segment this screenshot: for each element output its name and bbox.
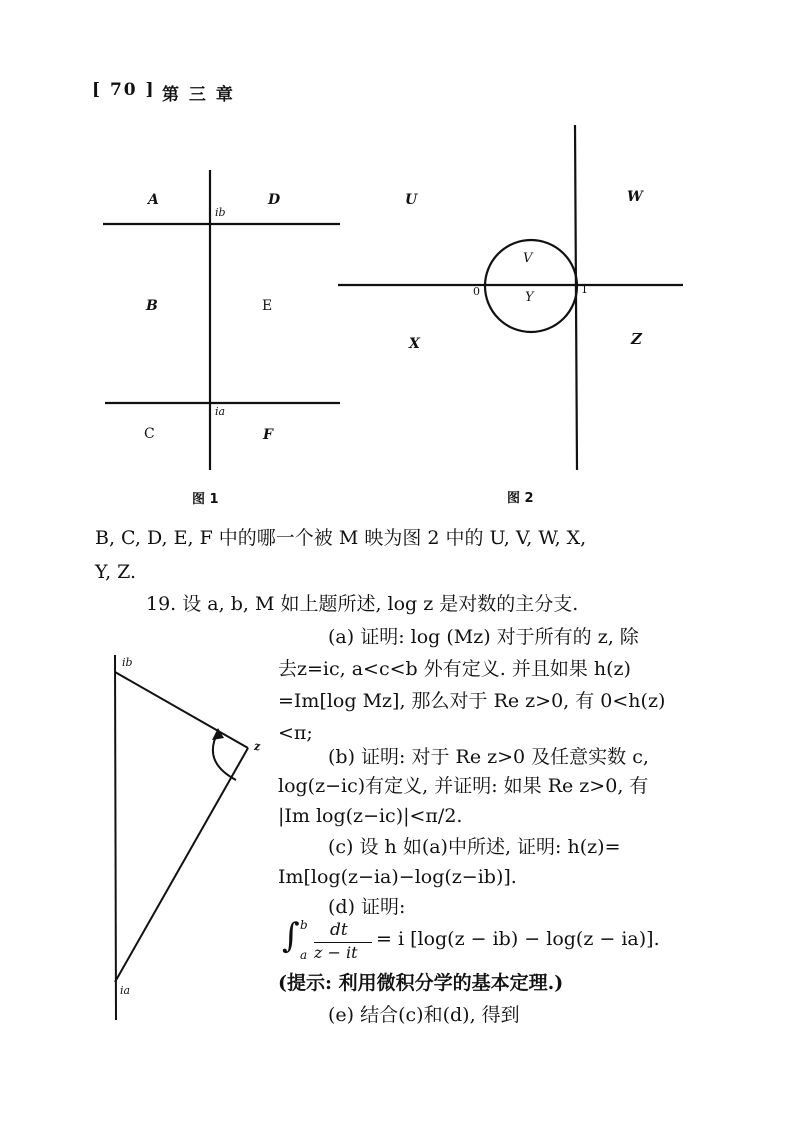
integral-sign: ∫ bbox=[282, 916, 300, 956]
problem-19-statement: 19. 设 a, b, M 如上题所述, log z 是对数的主分支. bbox=[146, 593, 579, 615]
part-d-line-1: (d) 证明: bbox=[328, 896, 406, 918]
question-line-1: B, C, D, E, F 中的哪一个被 M 映为图 2 中的 U, V, W, X, bbox=[95, 527, 587, 549]
hint-text: (提示: 利用微积分学的基本定理.) bbox=[278, 972, 564, 994]
integral-lower-limit: a bbox=[300, 948, 308, 962]
integral-upper-limit: b bbox=[300, 918, 308, 932]
fig2-region-v: V bbox=[523, 251, 533, 266]
chapter-title: 第 三 章 bbox=[162, 85, 235, 105]
fig3-segment-to-ia bbox=[115, 748, 248, 982]
fig3-point-ia: ia bbox=[120, 984, 131, 997]
fig1-region-f: F bbox=[263, 427, 273, 443]
integral-denominator: z − it bbox=[314, 943, 358, 962]
part-a-line-4: <π; bbox=[278, 722, 313, 744]
part-b-line-2: log(z−ic)有定义, 并证明: 如果 Re z>0, 有 bbox=[278, 775, 649, 797]
fig2-region-z: Z bbox=[631, 330, 642, 348]
fig2-region-w: W bbox=[627, 189, 643, 205]
part-c-line-2: Im[log(z−ia)−log(z−ib)]. bbox=[278, 866, 517, 888]
fig2-caption: 图 2 bbox=[507, 491, 534, 506]
fig2-region-y: Y bbox=[525, 290, 534, 305]
integral-rhs: = i [log(z − ib) − log(z − ia)]. bbox=[376, 928, 660, 950]
fig2-region-u: U bbox=[405, 192, 418, 208]
fig3-point-z: z bbox=[254, 740, 261, 753]
fig2-point-one: 1 bbox=[581, 283, 588, 296]
figure-2 bbox=[335, 120, 695, 475]
question-line-2: Y, Z. bbox=[95, 561, 137, 583]
part-b-line-3: |Im log(z−ic)|<π/2. bbox=[278, 805, 463, 827]
part-c-line-1: (c) 设 h 如(a)中所述, 证明: h(z)= bbox=[328, 836, 621, 858]
part-a-line-3: =Im[log Mz], 那么对于 Re z>0, 有 0<h(z) bbox=[278, 690, 666, 712]
integral-numerator: dt bbox=[330, 920, 348, 940]
part-a-line-1: (a) 证明: log (Mz) 对于所有的 z, 除 bbox=[328, 626, 639, 648]
part-a-line-2: 去z=ic, a<c<b 外有定义. 并且如果 h(z) bbox=[278, 658, 631, 680]
fig1-region-a: A bbox=[148, 192, 159, 208]
figure-3 bbox=[100, 650, 270, 1025]
fig1-region-d: D bbox=[268, 192, 281, 208]
fig2-region-x: X bbox=[409, 336, 420, 352]
fig3-vertical-axis bbox=[115, 655, 116, 1020]
fig1-region-e: E bbox=[262, 298, 273, 314]
page-number: [ 70 ] bbox=[92, 80, 156, 100]
fig3-point-ib: ib bbox=[122, 656, 133, 669]
fig1-caption: 图 1 bbox=[192, 492, 219, 507]
fig3-segment-to-ib bbox=[115, 672, 248, 748]
fig1-point-ib: ib bbox=[215, 206, 226, 219]
fig1-point-ia: ia bbox=[215, 405, 226, 418]
part-b-line-1: (b) 证明: 对于 Re z>0 及任意实数 c, bbox=[328, 746, 649, 768]
fig1-region-b: B bbox=[146, 298, 158, 314]
fig2-point-zero: 0 bbox=[473, 285, 480, 298]
part-d-integral bbox=[282, 918, 702, 968]
part-e-line-1: (e) 结合(c)和(d), 得到 bbox=[328, 1004, 520, 1026]
fig1-region-c: C bbox=[144, 426, 155, 442]
